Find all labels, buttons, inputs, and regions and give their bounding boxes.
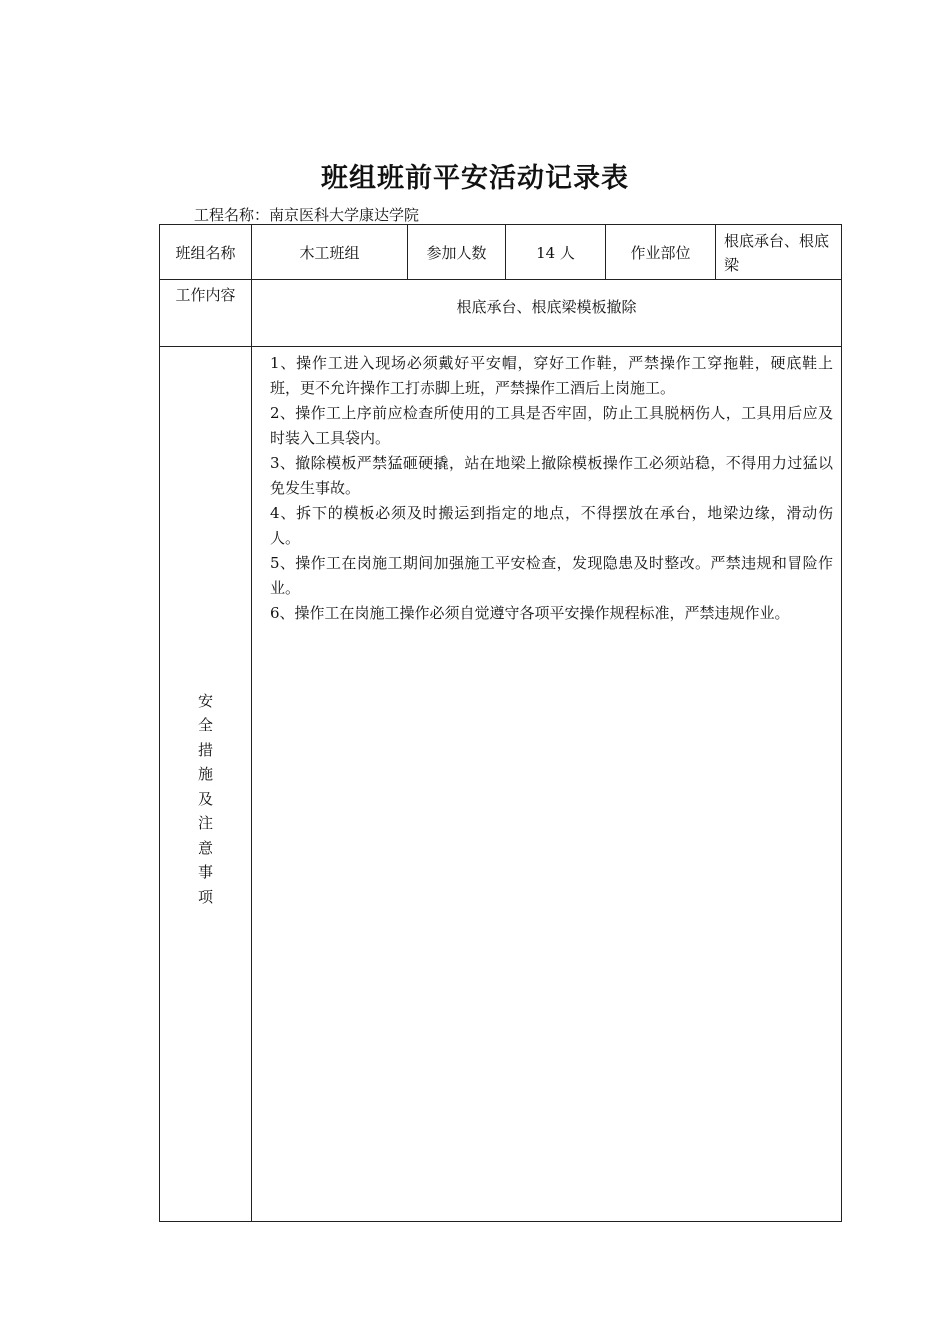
page-title: 班组班前平安活动记录表 (321, 163, 629, 194)
safety-measures-cell (252, 347, 842, 1222)
list-item: 5、操作工在岗施工期间加强施工平安检查，发现隐患及时整改。严禁违规和冒险作业。 (270, 554, 833, 597)
list-item: 2、操作工上序前应检查所使用的工具是否牢固，防止工具脱柄伤人，工具用后应及时装入工具袋内。 (270, 404, 833, 447)
team-name-label: 班组名称 (160, 225, 252, 280)
project-name: 工程名称：南京医科大学康达学院 (194, 206, 420, 224)
location-value: 根底承台、根底梁 (716, 225, 842, 280)
list-item: 4、拆下的模板必须及时搬运到指定的地点，不得摆放在承台，地梁边缘，滑动伤人。 (270, 504, 833, 547)
safety-measures-label: 安全措施及注意事项 (197, 691, 213, 906)
safety-label-cell (160, 347, 252, 1222)
work-content-value: 根底承台、根底梁模板撤除 (252, 280, 842, 347)
table-row (160, 347, 842, 1222)
work-content-label: 工作内容 (160, 280, 252, 347)
list-item: 3、撤除模板严禁猛砸硬撬，站在地梁上撤除模板操作工必须站稳，不得用力过猛以免发生事故。 (270, 454, 833, 497)
list-item: 6、操作工在岗施工操作必须自觉遵守各项平安操作规程标准，严禁违规作业。 (270, 604, 790, 622)
record-table (159, 224, 842, 1222)
table-row (160, 280, 842, 347)
location-label: 作业部位 (606, 225, 716, 280)
table-row (160, 225, 842, 280)
team-name-value: 木工班组 (252, 225, 408, 280)
participants-value: 14 人 (506, 225, 606, 280)
list-item: 1、操作工进入现场必须戴好平安帽，穿好工作鞋，严禁操作工穿拖鞋，硬底鞋上班，更不允许操作工打赤脚上班，严禁操作工酒后上岗施工。 (270, 354, 833, 397)
participants-label: 参加人数 (408, 225, 506, 280)
